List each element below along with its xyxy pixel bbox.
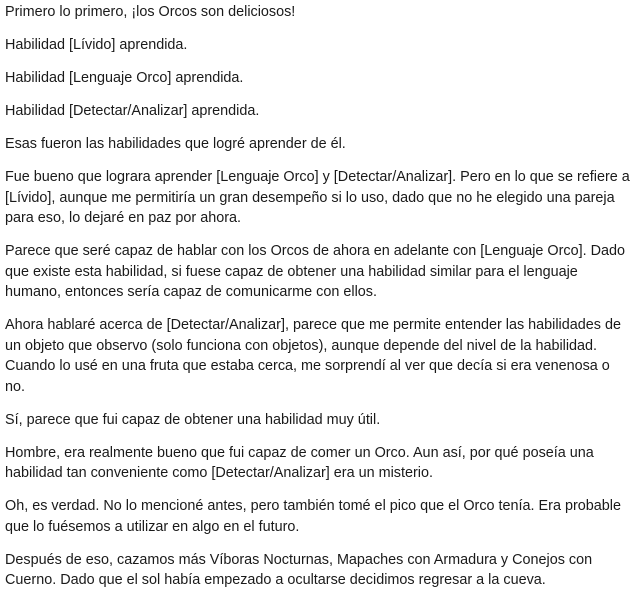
document-body	[5, 2, 633, 603]
paragraph: Sí, parece que fui capaz de obtener una habilidad muy útil.	[5, 411, 381, 428]
paragraph: Habilidad [Lívido] aprendida.	[5, 37, 188, 53]
paragraph: Ahora hablaré acerca de [Detectar/Analizar], parece que me permite entender las habilidades de un objeto que observo (solo funciona con objetos), aunque depende del nivel de la habilidad. Cuando lo usé en una fruta que estaba cerca, me sorprendí al ver que decía si era venenosa o no.	[5, 317, 621, 395]
paragraph: Fue bueno que lograra aprender [Lenguaje Orco] y [Detectar/Analizar]. Pero en lo que se refiere a [Lívido], aunque me permitiría un gran desempeño si lo uso, dado que no he elegido una pareja para eso, lo dejaré en paz por ahora.	[5, 169, 630, 226]
paragraph: Después de eso, cazamos más Víboras Nocturnas, Mapaches con Armadura y Conejos con Cuerno. Dado que el sol había empezado a ocultarse decidimos regresar a la cueva.	[5, 551, 593, 588]
paragraph: Habilidad [Detectar/Analizar] aprendida.	[5, 103, 260, 119]
paragraph: Esas fueron las habilidades que logré aprender de él.	[5, 136, 346, 152]
paragraph: Primero lo primero, ¡los Orcos son deliciosos!	[5, 4, 296, 20]
paragraph: Hombre, era realmente bueno que fui capaz de comer un Orco. Aun así, por qué poseía una habilidad tan conveniente como [Detectar/Analizar] era un misterio.	[5, 444, 594, 481]
paragraph: Oh, es verdad. No lo mencioné antes, pero también tomé el pico que el Orco tenía. Era probable que lo fuésemos a utilizar en algo en el futuro.	[5, 498, 621, 535]
paragraph: Parece que seré capaz de hablar con los Orcos de ahora en adelante con [Lenguaje Orco]. Dado que existe esta habilidad, si fuese capaz de obtener una habilidad similar para el lenguaje humano, entonces sería capaz de comunicarme con ellos.	[5, 243, 625, 300]
paragraph: Habilidad [Lenguaje Orco] aprendida.	[5, 70, 244, 86]
